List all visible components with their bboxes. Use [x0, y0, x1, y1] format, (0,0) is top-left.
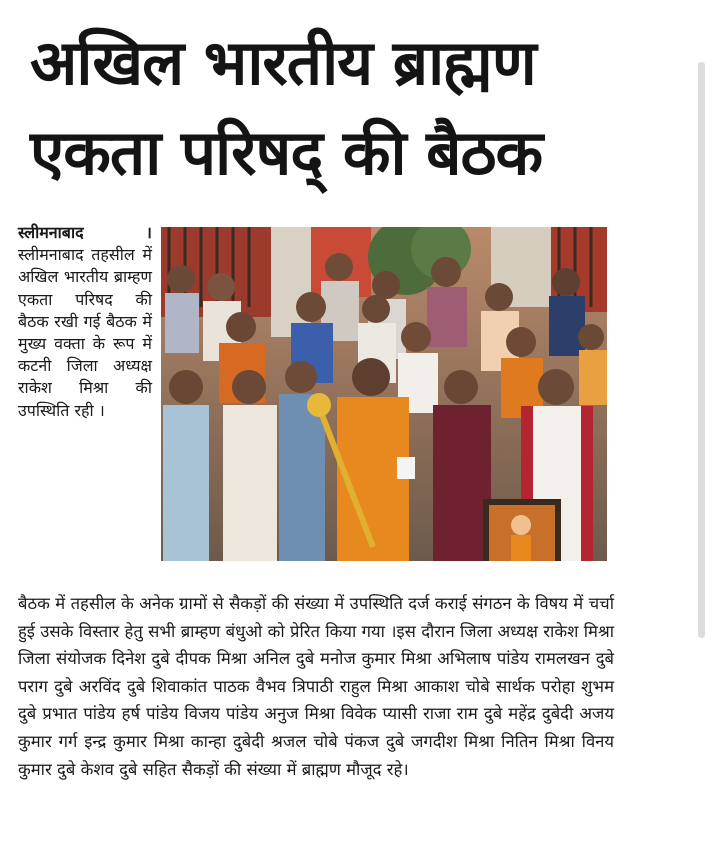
- intro-column: [18, 222, 152, 422]
- dateline: स्लीमनाबाद ।: [18, 223, 152, 242]
- headline-line-1: अखिल भारतीय ब्राह्मण: [30, 26, 536, 99]
- page-edge-rule: [698, 62, 705, 638]
- group-photo: [161, 227, 607, 561]
- headline-line-2: एकता परिषद् की बैठक: [30, 116, 543, 189]
- intro-text: स्लीमनाबाद तहसील में अखिल भारतीय ब्राम्हण एकता परिषद की बैठक रखी गई बैठक में मुख्य वक्ता के रूप में कटनी जिला अध्यक्ष राकेश मिश्रा की उपस्थिति रही ।: [18, 245, 152, 420]
- article-body: बैठक में तहसील के अनेक ग्रामों से सैकड़ों की संख्या में उपस्थिति दर्ज कराई संगठन के विषय में चर्चा हुई उसके विस्तार हेतु सभी ब्राम्हण बंधुओ को प्रेरित किया गया ।इस दौरान जिला अध्यक्ष राकेश मिश्रा जिला संयोजक दिनेश दुबे दीपक मिश्रा अनिल दुबे मनोज कुमार मिश्रा अभिलाष पांडेय रामलखन दुबे पराग दुबे अरविंद दुबे शिवाकांत पाठक वैभव त्रिपाठी राहुल मिश्रा आकाश चोबे सार्थक परोहा शुभम दुबे प्रभात पांडेय हर्ष पांडेय विजय पांडेय अनुज मिश्रा विवेक प्यासी राजा राम दुबे महेंद्र दुबेदी अजय कुमार गर्ग इन्द्र कुमार मिश्रा कान्हा दुबेदी श्रजल चोबे पंकज दुबे जगदीश मिश्रा नितिन मिश्रा विनय कुमार दुबे केशव दुबे सहित सैकड़ों की संख्या में ब्राह्मण मौजूद रहे।: [18, 594, 614, 779]
- headline: [30, 18, 630, 198]
